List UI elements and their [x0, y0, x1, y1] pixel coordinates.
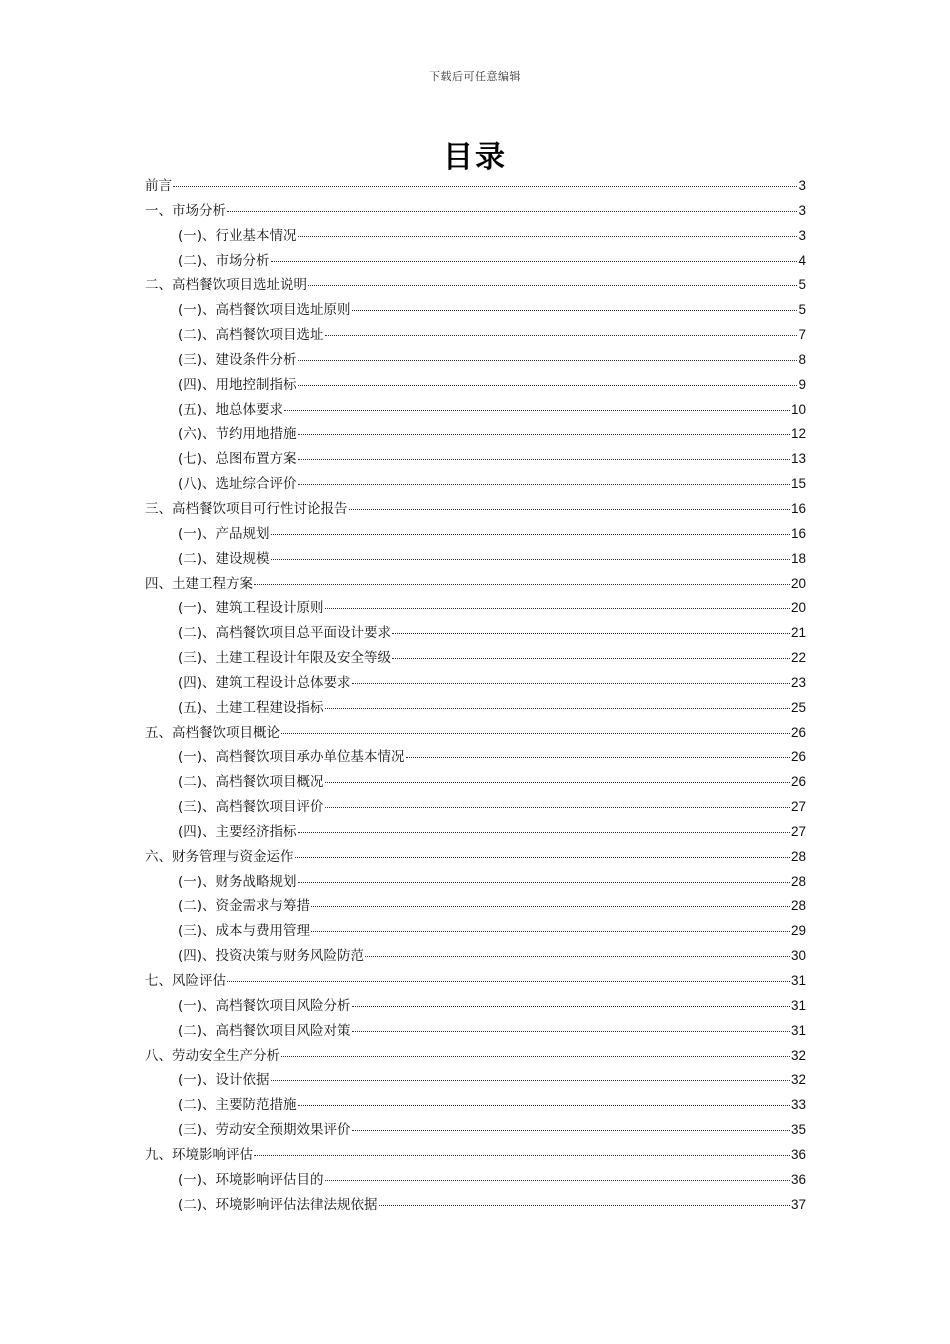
toc-dot-leader	[271, 260, 798, 262]
toc-entry[interactable]	[145, 894, 806, 919]
toc-dot-leader	[271, 533, 790, 535]
toc-entry-title: (一)、产品规划	[178, 525, 270, 542]
toc-entry[interactable]	[145, 298, 806, 323]
toc-dot-leader	[298, 458, 790, 460]
toc-entry[interactable]	[145, 472, 806, 497]
toc-entry[interactable]	[145, 795, 806, 820]
toc-dot-leader	[295, 856, 790, 858]
toc-entry-page-number: 4	[798, 252, 806, 268]
toc-entry-page-number: 8	[798, 351, 806, 367]
toc-entry-page-number: 32	[790, 1047, 806, 1063]
toc-entry-title: (二)、建设规模	[178, 550, 270, 567]
toc-entry-title: (一)、财务战略规划	[178, 873, 297, 890]
toc-entry[interactable]	[145, 572, 806, 597]
toc-entry-page-number: 10	[790, 401, 806, 417]
toc-entry-page-number: 29	[790, 923, 806, 939]
toc-dot-leader	[392, 632, 790, 634]
toc-entry-page-number: 28	[790, 873, 806, 889]
toc-entry-title: (三)、劳动安全预期效果评价	[178, 1122, 351, 1139]
toc-entry-title: (三)、高档餐饮项目评价	[178, 799, 324, 816]
toc-entry[interactable]	[145, 646, 806, 671]
toc-entry-title: 八、劳动安全生产分析	[145, 1047, 280, 1064]
toc-entry-title: 前言	[145, 178, 172, 194]
toc-dot-leader	[365, 955, 790, 957]
toc-entry[interactable]	[145, 323, 806, 348]
toc-entry-title: 四、土建工程方案	[145, 575, 253, 592]
toc-entry[interactable]	[145, 696, 806, 721]
toc-entry-page-number: 7	[798, 327, 806, 343]
toc-entry[interactable]	[145, 770, 806, 795]
toc-entry-page-number: 31	[790, 997, 806, 1013]
toc-entry[interactable]	[145, 174, 806, 199]
toc-entry-title: (三)、土建工程设计年限及安全等级	[178, 650, 392, 667]
toc-dot-leader	[325, 781, 790, 783]
toc-entry-page-number: 3	[798, 227, 806, 243]
toc-entry-title: (一)、建筑工程设计原则	[178, 600, 324, 617]
toc-entry-title: 二、高档餐饮项目选址说明	[145, 277, 307, 294]
toc-dot-leader	[379, 1204, 790, 1206]
toc-entry-page-number: 31	[790, 1022, 806, 1038]
toc-entry[interactable]	[145, 224, 806, 249]
toc-entry-title: (一)、行业基本情况	[178, 227, 297, 244]
toc-entry[interactable]	[145, 919, 806, 944]
toc-entry-page-number: 31	[790, 973, 806, 988]
toc-dot-leader	[352, 1030, 790, 1032]
toc-entry[interactable]	[145, 497, 806, 522]
toc-entry-page-number: 5	[798, 277, 806, 293]
toc-entry-page-number: 35	[790, 1122, 806, 1138]
toc-entry-title: (三)、成本与费用管理	[178, 923, 311, 940]
toc-entry-title: (五)、地总体要求	[178, 401, 284, 418]
toc-entry-title: 一、市场分析	[145, 202, 226, 219]
toc-entry-page-number: 3	[798, 178, 806, 193]
toc-entry[interactable]	[145, 1143, 806, 1168]
toc-entry-page-number: 22	[790, 650, 806, 666]
toc-entry[interactable]	[145, 398, 806, 423]
toc-entry[interactable]	[145, 969, 806, 994]
toc-entry[interactable]	[145, 1068, 806, 1093]
toc-entry-page-number: 18	[790, 550, 806, 566]
toc-entry-title: (一)、高档餐饮项目承办单位基本情况	[178, 749, 405, 766]
toc-entry-title: (三)、建设条件分析	[178, 351, 297, 368]
toc-entry-page-number: 16	[790, 525, 806, 541]
toc-entry-page-number: 25	[790, 699, 806, 715]
toc-entry[interactable]	[145, 721, 806, 746]
toc-entry-page-number: 36	[790, 1146, 806, 1162]
toc-entry[interactable]	[145, 199, 806, 224]
toc-entry[interactable]	[145, 845, 806, 870]
toc-dot-leader	[298, 433, 790, 435]
toc-entry-page-number: 15	[790, 476, 806, 492]
toc-dot-leader	[173, 185, 797, 187]
toc-entry[interactable]	[145, 596, 806, 621]
toc-dot-leader	[254, 1154, 790, 1156]
toc-entry-page-number: 23	[790, 674, 806, 690]
toc-dot-leader	[325, 806, 790, 808]
toc-entry-page-number: 20	[790, 600, 806, 616]
toc-entry[interactable]	[145, 745, 806, 770]
toc-entry-page-number: 26	[790, 774, 806, 790]
toc-entry-page-number: 9	[798, 376, 806, 392]
toc-dot-leader	[406, 756, 790, 758]
toc-entry[interactable]	[145, 422, 806, 447]
toc-entry-title: (二)、高档餐饮项目概况	[178, 774, 324, 791]
toc-title: 目录	[443, 140, 507, 175]
toc-entry-title: (四)、主要经济指标	[178, 823, 297, 840]
toc-dot-leader	[325, 607, 790, 609]
toc-entry[interactable]	[145, 447, 806, 472]
toc-entry-page-number: 28	[790, 848, 806, 864]
toc-dot-leader	[227, 210, 797, 212]
toc-entry-title: (八)、选址综合评价	[178, 476, 297, 493]
toc-entry-title: (五)、土建工程建设指标	[178, 699, 324, 716]
toc-entry-title: (二)、高档餐饮项目总平面设计要求	[178, 625, 392, 642]
toc-dot-leader	[298, 1104, 790, 1106]
toc-entry-page-number: 26	[790, 749, 806, 765]
toc-dot-leader	[308, 284, 797, 286]
toc-dot-leader	[325, 707, 790, 709]
toc-dot-leader	[325, 1179, 790, 1181]
toc-entry-title: 六、财务管理与资金运作	[145, 848, 294, 865]
toc-dot-leader	[352, 682, 790, 684]
toc-entry-page-number: 21	[790, 625, 806, 641]
toc-entry-title: (四)、投资决策与财务风险防范	[178, 948, 365, 965]
toc-entry-page-number: 37	[790, 1196, 806, 1212]
toc-dot-leader	[298, 235, 798, 237]
toc-entry-page-number: 12	[790, 426, 806, 442]
toc-dot-leader	[298, 881, 790, 883]
toc-dot-leader	[325, 334, 798, 336]
toc-entry-page-number: 30	[790, 948, 806, 964]
toc-entry-title: (四)、建筑工程设计总体要求	[178, 674, 351, 691]
toc-entry[interactable]	[145, 1093, 806, 1118]
toc-entry[interactable]	[145, 1044, 806, 1069]
toc-entry[interactable]	[145, 348, 806, 373]
toc-entry-title: (二)、资金需求与筹措	[178, 898, 311, 915]
toc-entry[interactable]	[145, 944, 806, 969]
toc-entry[interactable]	[145, 373, 806, 398]
toc-entry-title: (一)、高档餐饮项目风险分析	[178, 997, 351, 1014]
toc-entry-title: (二)、环境影响评估法律法规依据	[178, 1196, 378, 1213]
toc-entry-title: 七、风险评估	[145, 973, 226, 989]
toc-entry-page-number: 27	[790, 823, 806, 839]
header-note: 下载后可任意编辑	[429, 70, 521, 83]
toc-entry[interactable]	[145, 994, 806, 1019]
toc-entry[interactable]	[145, 522, 806, 547]
toc-entry-page-number: 36	[790, 1171, 806, 1187]
toc-dot-leader	[352, 309, 798, 311]
toc-entry[interactable]	[145, 621, 806, 646]
table-of-contents	[145, 174, 806, 1217]
toc-entry-title: (二)、高档餐饮项目风险对策	[178, 1022, 351, 1039]
toc-entry[interactable]	[145, 1193, 806, 1218]
toc-entry-title: (四)、用地控制指标	[178, 376, 297, 393]
toc-entry-page-number: 13	[790, 451, 806, 467]
toc-entry-page-number: 3	[798, 202, 806, 218]
toc-entry-title: 五、高档餐饮项目概论	[145, 724, 280, 741]
toc-entry-title: (六)、节约用地措施	[178, 426, 297, 443]
toc-entry-page-number: 28	[790, 898, 806, 914]
toc-dot-leader	[349, 508, 790, 510]
toc-dot-leader	[392, 657, 790, 659]
toc-entry[interactable]	[145, 249, 806, 274]
toc-entry[interactable]	[145, 671, 806, 696]
toc-dot-leader	[298, 483, 790, 485]
toc-entry-page-number: 16	[790, 500, 806, 516]
toc-dot-leader	[352, 1005, 790, 1007]
toc-dot-leader	[227, 980, 790, 982]
toc-entry[interactable]	[145, 820, 806, 845]
toc-entry-title: (一)、设计依据	[178, 1072, 270, 1089]
toc-dot-leader	[281, 732, 790, 734]
toc-entry[interactable]	[145, 1118, 806, 1143]
toc-dot-leader	[311, 905, 790, 907]
toc-entry[interactable]	[145, 1019, 806, 1044]
toc-entry-page-number: 27	[790, 799, 806, 815]
toc-dot-leader	[352, 1129, 790, 1131]
toc-entry-title: (一)、环境影响评估目的	[178, 1171, 324, 1188]
toc-entry-title: (七)、总图布置方案	[178, 451, 297, 468]
toc-entry-title: (二)、高档餐饮项目选址	[178, 327, 324, 344]
toc-dot-leader	[254, 583, 790, 585]
toc-dot-leader	[298, 359, 798, 361]
toc-entry[interactable]	[145, 547, 806, 572]
toc-entry-title: 三、高档餐饮项目可行性讨论报告	[145, 500, 348, 517]
toc-dot-leader	[284, 409, 790, 411]
toc-dot-leader	[271, 558, 790, 560]
toc-dot-leader	[271, 1079, 790, 1081]
toc-entry-page-number: 5	[798, 302, 806, 318]
toc-entry-title: 九、环境影响评估	[145, 1146, 253, 1163]
toc-entry[interactable]	[145, 273, 806, 298]
toc-entry-title: (一)、高档餐饮项目选址原则	[178, 302, 351, 319]
toc-entry-title: (二)、主要防范措施	[178, 1097, 297, 1114]
toc-dot-leader	[298, 831, 790, 833]
toc-entry-page-number: 26	[790, 724, 806, 740]
toc-entry-page-number: 32	[790, 1072, 806, 1088]
toc-entry-page-number: 33	[790, 1097, 806, 1113]
toc-entry-page-number: 20	[790, 575, 806, 591]
toc-dot-leader	[311, 930, 790, 932]
toc-dot-leader	[298, 384, 798, 386]
toc-entry[interactable]	[145, 1168, 806, 1193]
toc-dot-leader	[281, 1055, 790, 1057]
toc-entry-title: (二)、市场分析	[178, 252, 270, 269]
toc-entry[interactable]	[145, 870, 806, 895]
